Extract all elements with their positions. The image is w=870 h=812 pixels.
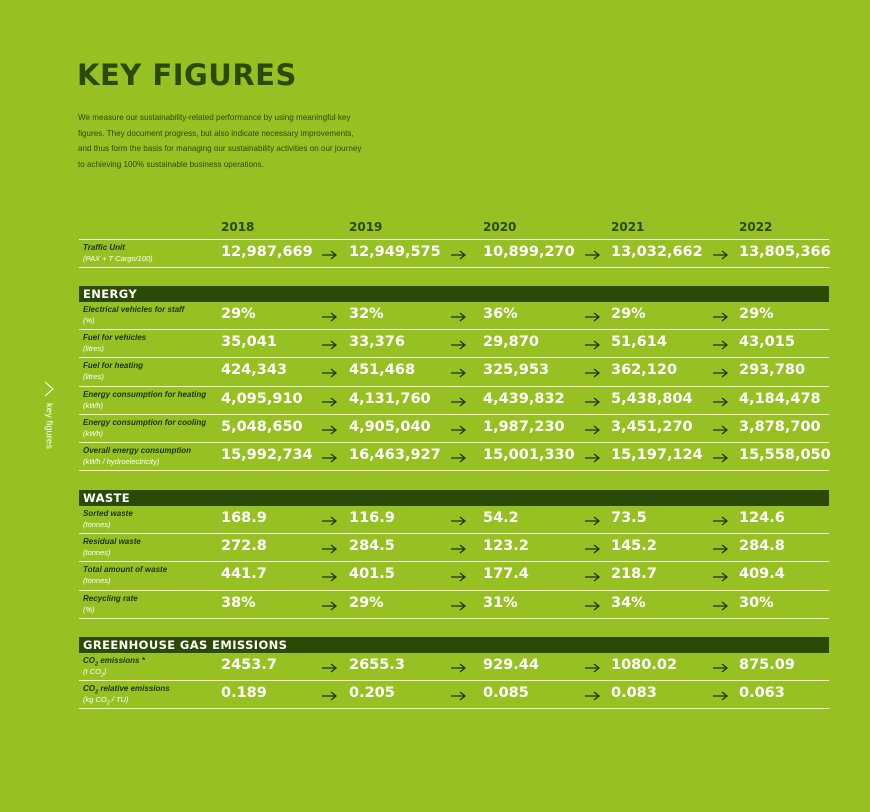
value-cell: 124.6 [739,510,785,526]
arrow-right-icon [450,312,467,322]
arrow-right-icon [321,250,338,260]
arrow-right-icon [584,340,601,350]
value-cell: 16,463,927 [349,447,441,463]
table-row [0,506,870,534]
arrow-right-icon [450,691,467,701]
value-cell: 362,120 [611,362,678,379]
value-cell: 168.9 [221,510,267,526]
value-cell: 2655.3 [349,657,405,673]
arrow-right-icon [321,368,338,378]
arrow-right-icon [321,453,338,463]
row-unit: (PAX + T Cargo/100) [83,254,153,263]
row-unit: (litres) [83,372,104,382]
arrow-right-icon [712,663,729,673]
value-cell: 272.8 [221,538,267,555]
arrow-right-icon [450,516,467,526]
value-cell: 0.083 [611,685,657,702]
value-cell: 15,558,050 [739,447,831,463]
arrow-right-icon [321,425,338,435]
value-cell: 36% [483,306,518,322]
row-label: Overall energy consumption [83,446,192,455]
value-cell: 33,376 [349,334,405,351]
value-cell: 29% [611,306,646,322]
year-header: 2021 [611,220,645,234]
value-cell: 13,032,662 [611,244,703,260]
row-label: Energy consumption for cooling [83,417,207,427]
arrow-right-icon [584,691,601,701]
arrow-right-icon [584,250,601,260]
arrow-right-icon [450,453,467,463]
row-label: Residual waste [83,537,141,547]
row-label: Total amount of waste [83,565,168,575]
value-cell: 424,343 [221,362,288,379]
year-header: 2018 [221,220,255,234]
row-unit: (tonnes) [83,576,111,586]
arrow-right-icon [712,601,729,611]
arrow-right-icon [450,544,467,554]
value-cell: 73.5 [611,510,647,526]
arrow-right-icon [712,572,729,582]
value-cell: 29% [221,306,256,322]
value-cell: 54.2 [483,510,519,526]
arrow-right-icon [584,453,601,463]
arrow-right-icon [321,572,338,582]
value-cell: 15,197,124 [611,447,703,463]
arrow-right-icon [712,340,729,350]
value-cell: 15,992,734 [221,447,313,463]
arrow-right-icon [584,572,601,582]
value-cell: 51,614 [611,334,667,351]
value-cell: 875.09 [739,657,795,673]
arrow-right-icon [712,691,729,701]
value-cell: 177.4 [483,566,529,583]
value-cell: 284.8 [739,538,785,555]
arrow-right-icon [712,397,729,407]
page-title: KEY FIGURES [77,58,297,92]
arrow-right-icon [584,663,601,673]
row-unit: (kWh / hydroelectricity) [83,457,160,466]
row-label: $CO_2$ relative emissions [83,684,170,696]
value-cell: 12,987,669 [221,244,313,260]
arrow-right-icon [712,544,729,554]
value-cell: 5,048,650 [221,418,303,435]
arrow-right-icon [584,544,601,554]
row-unit: (tonnes) [83,520,111,529]
value-cell: 30% [739,594,774,611]
row-unit: (tonnes) [83,548,111,558]
value-cell: 2453.7 [221,657,277,673]
row-divider [79,708,829,709]
section-header [79,286,829,302]
value-cell: 3,878,700 [739,418,821,435]
value-cell: 31% [483,594,518,611]
row-label: Fuel for vehicles [83,333,147,343]
table-row [0,534,870,562]
table-row [0,358,870,386]
table-row [0,653,870,681]
row-unit: (%) [83,604,95,614]
arrow-right-icon [321,312,338,322]
section-header [79,637,829,653]
row-unit: (kWh) [83,400,103,410]
value-cell: 218.7 [611,566,657,583]
row-divider [79,267,829,268]
arrow-right-icon [584,312,601,322]
section-title: GREENHOUSE GAS EMISSIONS [83,638,288,652]
value-cell: 5,438,804 [611,390,693,407]
row-label: Recycling rate [83,593,138,603]
value-cell: 116.9 [349,510,395,526]
value-cell: 0.085 [483,685,529,702]
value-cell: 34% [611,594,646,611]
row-unit: (t $CO_2$) [83,667,107,679]
value-cell: 293,780 [739,362,806,379]
arrow-right-icon [321,516,338,526]
intro-paragraph [78,110,378,172]
value-cell: 0.063 [739,685,785,702]
arrow-right-icon [584,425,601,435]
table-row [0,330,870,358]
row-divider [79,618,829,619]
value-cell: 13,805,366 [739,244,831,260]
arrow-right-icon [450,340,467,350]
section-title: ENERGY [83,287,138,301]
year-header: 2020 [483,220,517,234]
value-cell: 0.205 [349,685,395,702]
row-unit: (kg $CO_2 / TU$) [83,695,129,707]
value-cell: 4,131,760 [349,390,431,407]
value-cell: 1080.02 [611,657,678,673]
value-cell: 4,439,832 [483,390,565,407]
arrow-right-icon [450,425,467,435]
row-label: Sorted waste [83,509,133,518]
table-row [0,562,870,590]
value-cell: 3,451,270 [611,418,693,435]
value-cell: 10,899,270 [483,244,575,260]
intro-line: to achieving 100% sustainable business operations. [78,159,264,169]
arrow-right-icon [584,601,601,611]
intro-line: figures. They document progress, but also indicate necessary improvements, [78,128,354,138]
value-cell: 15,001,330 [483,447,575,463]
table-row [0,240,870,268]
section-header [79,490,829,506]
value-cell: 325,953 [483,362,550,379]
value-cell: 0.189 [221,685,267,702]
value-cell: 401.5 [349,566,395,583]
value-cell: 451,468 [349,362,416,379]
arrow-right-icon [321,691,338,701]
value-cell: 4,095,910 [221,390,303,407]
row-label: $CO_2$ emissions * [83,656,145,668]
row-unit: (kWh) [83,428,103,438]
year-header-row [0,220,870,238]
arrow-right-icon [450,663,467,673]
year-header: 2019 [349,220,383,234]
value-cell: 29,870 [483,334,539,351]
arrow-right-icon [584,397,601,407]
table-row [0,302,870,330]
table-row [0,681,870,709]
row-unit: (litres) [83,344,104,354]
value-cell: 4,905,040 [349,418,431,435]
arrow-right-icon [321,544,338,554]
intro-line: We measure our sustainability-related performance by using meaningful key [78,113,351,122]
arrow-right-icon [450,397,467,407]
table-row [0,387,870,415]
value-cell: 29% [349,594,384,611]
row-label: Energy consumption for heating [83,389,207,399]
year-header: 2022 [739,220,773,234]
arrow-right-icon [712,250,729,260]
arrow-right-icon [321,601,338,611]
value-cell: 4,184,478 [739,390,821,407]
row-divider [79,470,829,471]
value-cell: 38% [221,594,256,611]
value-cell: 284.5 [349,538,395,555]
arrow-right-icon [712,312,729,322]
arrow-right-icon [712,425,729,435]
arrow-right-icon [712,368,729,378]
value-cell: 929.44 [483,657,539,673]
value-cell: 441.7 [221,566,267,583]
row-unit: (%) [83,316,95,325]
arrow-right-icon [450,250,467,260]
value-cell: 32% [349,306,384,322]
value-cell: 409.4 [739,566,785,583]
arrow-right-icon [584,368,601,378]
arrow-right-icon [321,663,338,673]
value-cell: 123.2 [483,538,529,555]
arrow-right-icon [712,453,729,463]
table-row [0,443,870,471]
value-cell: 145.2 [611,538,657,555]
arrow-right-icon [321,397,338,407]
side-section-label: key figures [43,403,55,449]
value-cell: 35,041 [221,334,277,351]
arrow-right-icon [321,340,338,350]
value-cell: 1,987,230 [483,418,565,435]
arrow-right-icon [584,516,601,526]
table-row [0,591,870,619]
row-label: Traffic Unit [83,243,125,252]
row-label: Fuel for heating [83,361,143,371]
arrow-right-icon [712,516,729,526]
table-row [0,415,870,443]
arrow-right-icon [450,601,467,611]
value-cell: 29% [739,306,774,322]
arrow-right-icon [450,368,467,378]
intro-line: and thus form the basis for managing our sustainability activities on our journey [78,144,362,153]
row-label: Electrical vehicles for staff [83,305,185,314]
value-cell: 43,015 [739,334,795,351]
arrow-right-icon [450,572,467,582]
value-cell: 12,949,575 [349,244,441,260]
section-title: WASTE [83,491,131,505]
